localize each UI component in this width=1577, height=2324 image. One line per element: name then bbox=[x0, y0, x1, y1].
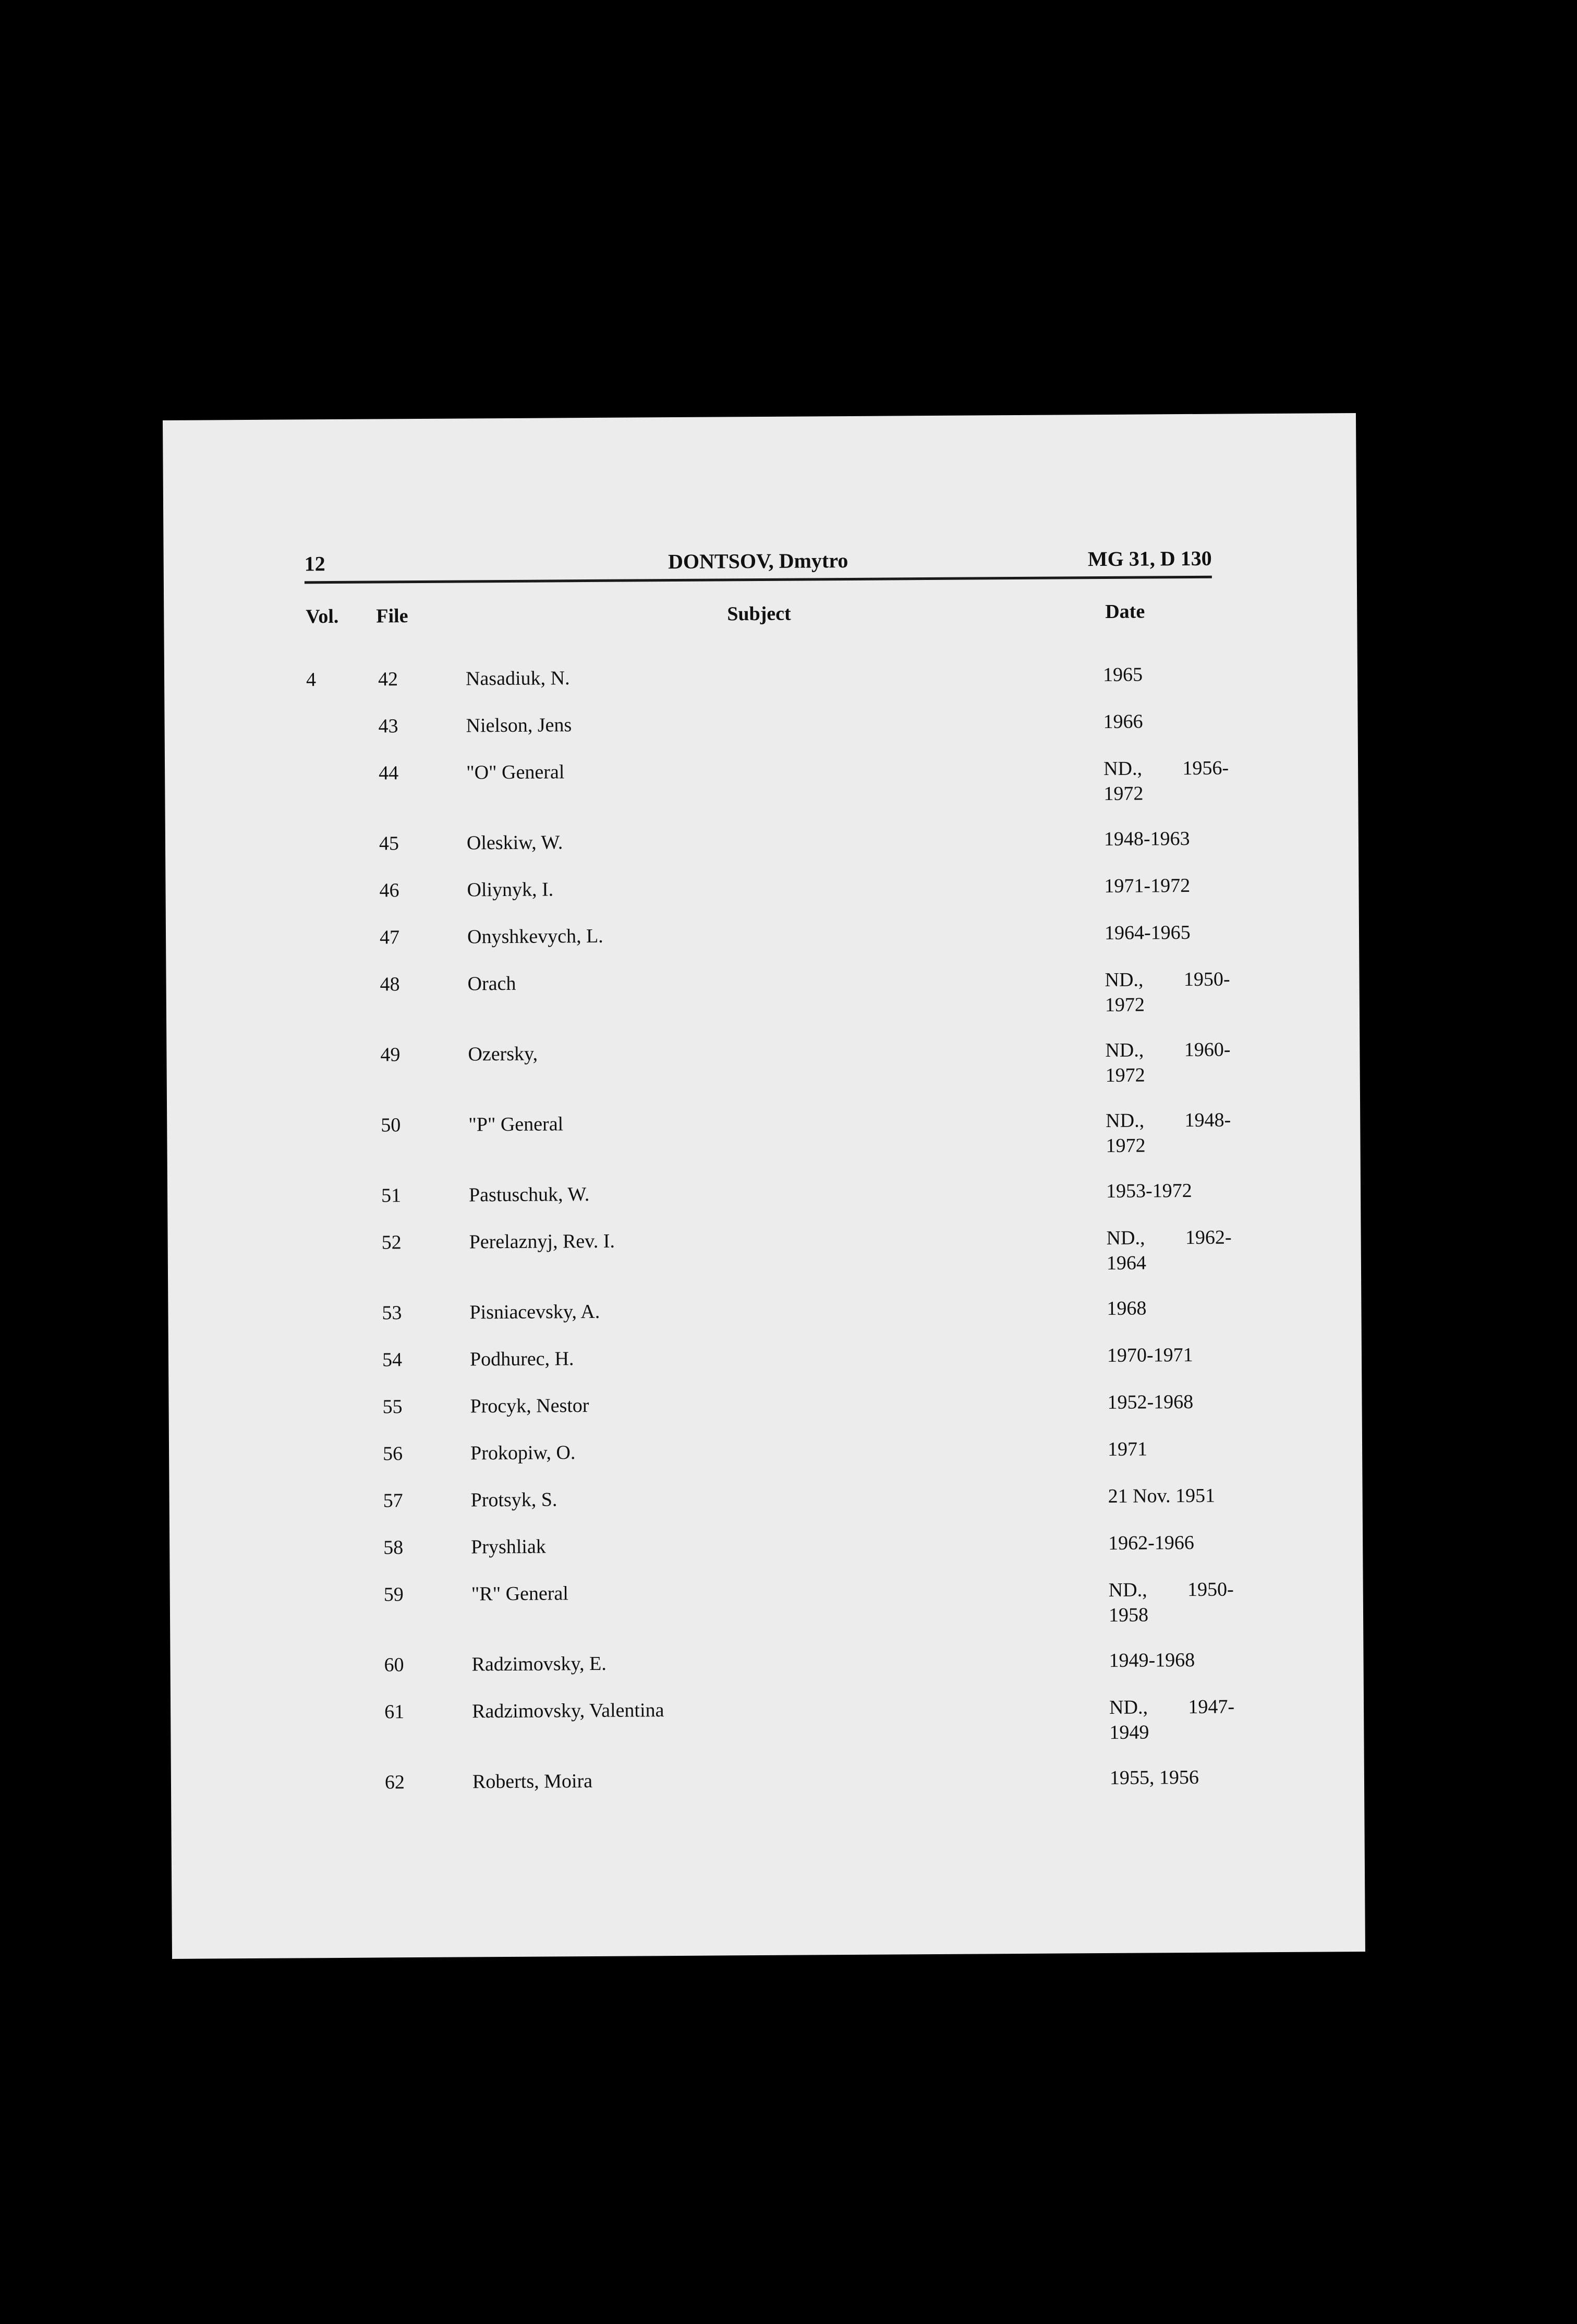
cell-date: ND., 1960-1972 bbox=[1105, 1038, 1231, 1086]
table-row bbox=[164, 708, 1357, 737]
cell-file: 57 bbox=[383, 1490, 403, 1512]
table-row bbox=[170, 1647, 1363, 1676]
cell-file: 44 bbox=[379, 762, 399, 784]
cell-date: 1970-1971 bbox=[1107, 1343, 1193, 1366]
table-row bbox=[169, 1435, 1362, 1465]
cell-file: 46 bbox=[379, 879, 399, 902]
cell-file: 56 bbox=[382, 1443, 403, 1465]
table-row bbox=[169, 1482, 1363, 1512]
cell-subject: Roberts, Moira bbox=[472, 1770, 593, 1793]
cell-vol: 4 bbox=[306, 669, 317, 691]
table-row bbox=[171, 1764, 1364, 1794]
cell-subject: Onyshkevych, L. bbox=[467, 925, 603, 948]
cell-file: 58 bbox=[383, 1536, 404, 1559]
cell-date: 1964-1965 bbox=[1104, 921, 1191, 944]
table-row bbox=[167, 1107, 1360, 1157]
archive-reference: MG 31, D 130 bbox=[1087, 546, 1212, 571]
cell-date: 1966 bbox=[1103, 710, 1143, 733]
cell-subject: Ozersky, bbox=[468, 1043, 538, 1066]
table-row bbox=[166, 966, 1359, 1016]
cell-file: 60 bbox=[384, 1654, 404, 1676]
cell-file: 51 bbox=[381, 1184, 402, 1207]
cell-date: 1948-1963 bbox=[1103, 827, 1190, 850]
cell-subject: "R" General bbox=[471, 1582, 569, 1605]
table-row bbox=[168, 1294, 1361, 1324]
document-title: DONTSOV, Dmytro bbox=[668, 548, 848, 574]
document-page bbox=[163, 413, 1365, 1959]
cell-file: 62 bbox=[384, 1771, 405, 1794]
cell-file: 50 bbox=[381, 1114, 401, 1136]
cell-date: 1968 bbox=[1107, 1297, 1147, 1320]
cell-subject: Prokopiw, O. bbox=[470, 1442, 576, 1464]
column-header-date: Date bbox=[1105, 600, 1145, 623]
table-row bbox=[169, 1529, 1363, 1559]
cell-file: 45 bbox=[379, 832, 399, 855]
cell-date: 1952-1968 bbox=[1107, 1390, 1194, 1413]
table-row bbox=[167, 1224, 1361, 1274]
table-row bbox=[166, 1036, 1360, 1086]
cell-subject: Procyk, Nestor bbox=[470, 1395, 589, 1418]
cell-subject: Pryshliak bbox=[471, 1535, 546, 1558]
cell-date: ND., 1956-1972 bbox=[1103, 757, 1229, 805]
cell-subject: Podhurec, H. bbox=[469, 1348, 574, 1371]
cell-subject: Pisniacevsky, A. bbox=[469, 1300, 600, 1324]
cell-date: 1955, 1956 bbox=[1109, 1766, 1199, 1789]
table-row bbox=[170, 1576, 1363, 1626]
cell-date: ND., 1962-1964 bbox=[1106, 1226, 1232, 1274]
table-row bbox=[165, 755, 1358, 805]
cell-file: 48 bbox=[380, 973, 400, 996]
cell-subject: Protsyk, S. bbox=[470, 1488, 557, 1511]
cell-subject: Nasadiuk, N. bbox=[465, 667, 570, 690]
table-row bbox=[171, 1693, 1364, 1744]
cell-file: 53 bbox=[382, 1302, 402, 1324]
cell-subject: "P" General bbox=[468, 1113, 564, 1136]
cell-date: ND., 1950-1972 bbox=[1105, 968, 1230, 1016]
cell-subject: Perelaznyj, Rev. I. bbox=[469, 1230, 615, 1253]
cell-file: 49 bbox=[380, 1044, 401, 1066]
cell-date: 1953-1972 bbox=[1106, 1179, 1192, 1202]
table-row bbox=[165, 872, 1358, 902]
cell-date: 1962-1966 bbox=[1108, 1531, 1194, 1554]
table-row bbox=[165, 825, 1358, 855]
table-row bbox=[166, 919, 1359, 949]
column-header-vol: Vol. bbox=[306, 605, 339, 628]
cell-subject: Pastuschuk, W. bbox=[468, 1183, 590, 1206]
cell-file: 52 bbox=[381, 1231, 402, 1254]
cell-subject: "O" General bbox=[466, 761, 565, 784]
column-header-file: File bbox=[376, 605, 408, 627]
cell-date: 1949-1968 bbox=[1109, 1649, 1195, 1672]
cell-date: 1965 bbox=[1102, 663, 1143, 686]
cell-subject: Orach bbox=[467, 972, 516, 995]
cell-subject: Radzimovsky, E. bbox=[471, 1652, 606, 1676]
table-row bbox=[168, 1388, 1362, 1418]
cell-file: 55 bbox=[382, 1396, 403, 1418]
column-header-subject: Subject bbox=[727, 602, 791, 625]
page-number: 12 bbox=[304, 552, 325, 576]
cell-date: ND., 1950-1958 bbox=[1108, 1578, 1234, 1626]
cell-date: ND., 1947-1949 bbox=[1109, 1696, 1235, 1744]
cell-file: 61 bbox=[384, 1701, 405, 1723]
table-row bbox=[167, 1177, 1361, 1207]
cell-subject: Radzimovsky, Valentina bbox=[472, 1699, 664, 1723]
cell-date: 1971 bbox=[1107, 1438, 1148, 1460]
table-row bbox=[168, 1341, 1362, 1371]
cell-date: 21 Nov. 1951 bbox=[1108, 1484, 1216, 1507]
cell-file: 59 bbox=[383, 1583, 404, 1606]
cell-file: 42 bbox=[378, 668, 398, 691]
cell-file: 47 bbox=[379, 926, 400, 949]
running-header bbox=[305, 544, 1212, 584]
cell-subject: Oliynyk, I. bbox=[467, 878, 554, 901]
cell-date: 1971-1972 bbox=[1104, 874, 1191, 897]
table-row bbox=[164, 661, 1357, 691]
cell-subject: Oleskiw, W. bbox=[466, 831, 563, 854]
cell-file: 54 bbox=[382, 1349, 403, 1371]
cell-file: 43 bbox=[378, 715, 398, 737]
cell-date: ND., 1948-1972 bbox=[1106, 1109, 1231, 1157]
cell-subject: Nielson, Jens bbox=[466, 714, 572, 737]
